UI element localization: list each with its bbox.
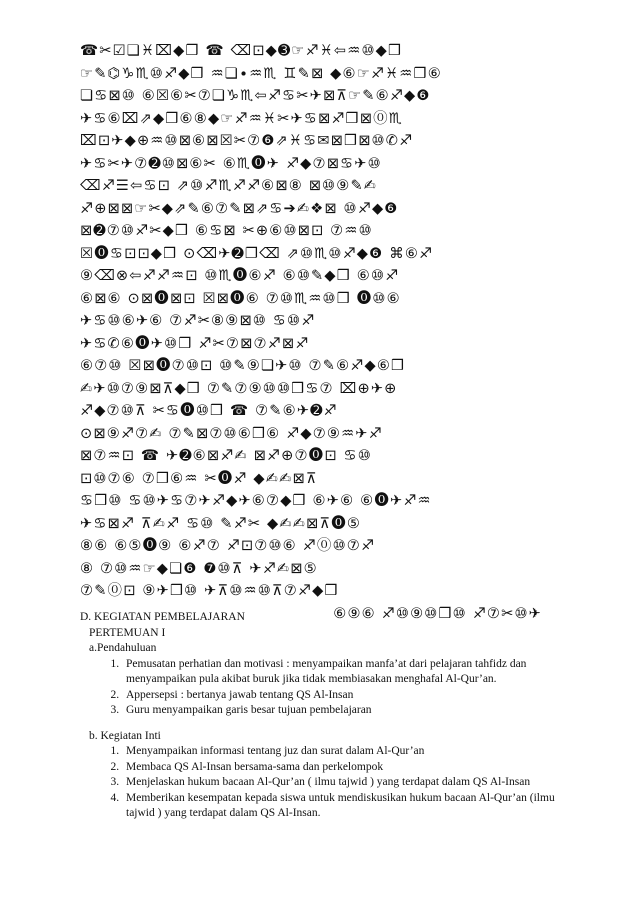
intro-item: 2. Appersepsi : bertanya jawab tentang QS Al-Insan	[122, 688, 580, 704]
core-item: 3. Menjelaskan hukum bacaan Al-Qur’an ( ilmu tajwid ) yang terdapat dalam QS Al-Insan	[122, 775, 580, 791]
symbol-line: ✈♋✂✈⑦➋⑩⊠⑥✂ ⑥♏⓿✈ ♐◆⑦⊠♋✈⑩	[80, 155, 382, 172]
core-item: 4. Memberikan kesempatan kepada siswa untuk mendiskusikan hukum bacaan Al-Qur’an (ilmu tajwid ) yang terdapat dalam QS Al-Insan.	[122, 791, 580, 822]
symbol-line: ✈♋✆⑥⓿✈⑩❒ ♐✂⑦⊠⑦♐⊠♐	[80, 335, 310, 352]
symbol-line: ⊡⑩⑦⑥ ⑦❒⑥♒ ✂⓿♐ ◆✍✍⊠⊼	[80, 470, 318, 487]
symbol-line: ⑥⑨⑥ ♐⑩⑨⑩❒⑩ ♐⑦✂⑩✈	[333, 605, 542, 622]
intro-item: 1. Pemusatan perhatian dan motivasi : menyampaikan manfa’at dari pelajaran tahfidz dan menyampaikan pula akibat buruk jika tidak membiasakan menghafal Al-Qur’an.	[122, 657, 580, 688]
symbol-line: ⌧⊡✈◆⊕♒⑩⊠⑥⊠☒✂⑦❻⇗♓♋✉⊠❒⊠⑩✆♐	[80, 133, 414, 149]
symbol-line: ✍✈⑩⑦⑨⊠⊼◆❒ ⑦✎⑦⑨⑩⑩❒♋⑦ ⌧⊕✈⊕	[80, 380, 398, 397]
symbol-line: ✈♋⊠♐ ⊼✍♐ ♋⑩ ✎♐✂ ◆✍✍⊠⊼⓿⑤	[80, 515, 362, 532]
symbol-line: ☒⓿♋⊡⊡◆❒ ⊙⌫✈➋❐⌫ ⇗⑩♏⑩♐◆❻ ⌘⑥♐	[80, 245, 434, 262]
lesson-plan-section	[80, 610, 580, 822]
symbol-line: ⑦✎⓪⊡ ⑨✈❒⑩ ✈⊼⑩♒⑩⊼⑦♐◆❒	[80, 583, 339, 599]
symbol-line: ♋❒⑩ ♋⑩✈♋⑦✈♐◆✈⑥⑦◆❒ ⑥✈⑥ ⑥⓿✈♐♒	[80, 493, 432, 509]
symbol-line: ⊠➋⑦⑩♐✂◆❒ ⑥♋⊠ ✂⊕⑥⑩⊠⊡ ⑦♒⑩	[80, 223, 373, 239]
intro-heading: a.Pendahuluan	[89, 642, 157, 654]
symbol-line: ♐⊕⊠⊠☞✂◆⇗✎⑥⑦✎⊠⇗♋➔✍❖⊠ ⑩♐◆❻	[80, 200, 399, 217]
intro-item: 3. Guru menyampaikan garis besar tujuan pembelajaran	[122, 703, 580, 719]
symbol-line: ⑧ ⑦⑩♒☞◆❏❻ ❼⑩⊼ ✈♐✍⊠⑤	[80, 560, 318, 577]
core-list	[80, 744, 580, 822]
symbol-line: ☎✂☑❏♓⌧◆❒ ☎ ⌫⊡◆➌☞♐♓⇦♒⑩◆❒	[80, 43, 403, 59]
symbol-line: ⑥⑦⑩ ☒⊠⓿⑦⑩⊡ ⑩✎⑨❏✈⑩ ⑦✎⑥♐◆⑥❒	[80, 358, 406, 374]
symbol-line: ❏♋⊠⑩ ⑥☒⑥✂⑦❏♑♏⇦♐♋✂✈⊠⊼☞✎⑥♐◆❻	[80, 88, 431, 104]
core-item: 1. Menyampaikan informasi tentang juz dan surat dalam Al-Qur’an	[122, 744, 580, 760]
core-heading: b. Kegiatan Inti	[89, 729, 161, 742]
meeting-title: PERTEMUAN I	[89, 626, 166, 639]
symbol-line: ✈♋⑥⌧⇗◆❒⑥⑧◆☞♐♒♓✂✈♋⊠♐❒⊠⓪♏	[80, 110, 403, 127]
core-item: 2. Membaca QS Al-Insan bersama-sama dan perkelompok	[122, 760, 580, 776]
section-title: D. KEGIATAN PEMBELAJARAN	[80, 611, 245, 623]
symbol-line: ⊙⊠⑨♐⑦✍ ⑦✎⊠⑦⑩⑥❒⑥ ♐◆⑦⑨♒✈♐	[80, 425, 383, 442]
symbol-line: ✈♋⑩⑥✈⑥ ⑦♐✂⑧⑨⊠⑩ ♋⑩♐	[80, 313, 316, 329]
symbol-line: ⑨⌫⊗⇦♐♐♒⊡ ⑩♏⓿⑥♐ ⑥⑩✎◆❒ ⑥⑩♐	[80, 268, 400, 284]
symbol-line: ♐◆⑦⑩⊼ ✂♋⓿⑩❒ ☎ ⑦✎⑥✈➋♐	[80, 403, 338, 419]
symbol-line: ⑥⊠⑥ ⊙⊠⓿⊠⊡ ☒⊠⓿⑥ ⑦⑩♏♒⑩❒ ⓿⑩⑥	[80, 290, 401, 307]
symbol-line: ⊠⑦♒⊡ ☎ ✈➋⑥⊠♐✍ ⊠♐⊕⑦⓿⊡ ♋⑩	[80, 448, 372, 464]
symbol-line: ☞✎⌬♑♏⑩♐◆❒ ♒❏∙♒♏ ♊✎⊠ ◆⑥☞♐♓♒❒⑥	[80, 65, 442, 82]
symbol-line: ⌫♐☰⇦♋⊡ ⇗⑩♐♏♐♐⑥⊠⑧ ⊠⑩⑨✎✍	[80, 178, 378, 194]
intro-list	[80, 657, 580, 719]
symbol-line: ⑧⑥ ⑥⑤⓿⑨ ⑥♐⑦ ♐⊡⑦⑩⑥ ♐⓪⑩⑦♐	[80, 538, 376, 554]
garbled-symbol-text	[80, 40, 560, 625]
